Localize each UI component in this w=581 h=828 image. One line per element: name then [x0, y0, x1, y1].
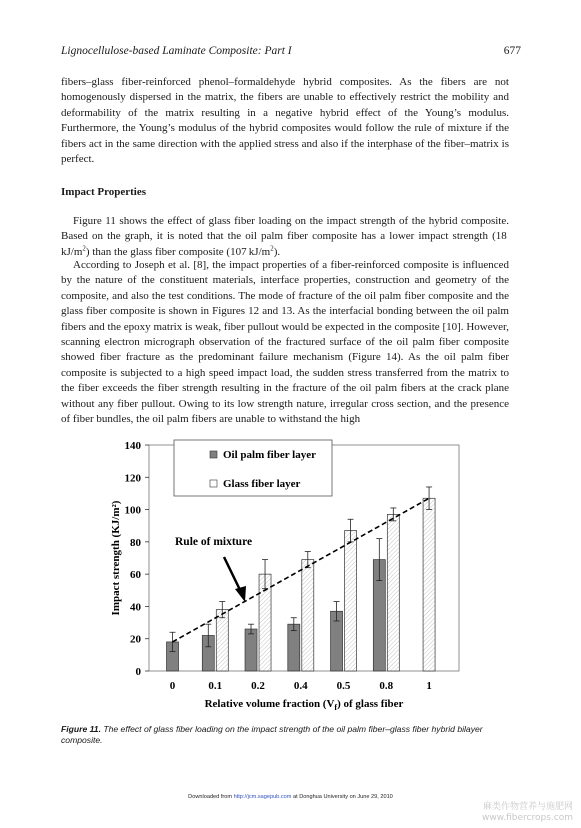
- x-axis: [170, 680, 432, 692]
- paragraph-2-part-a: Figure 11 shows the effect of glass fiber loading on the impact strength of the hybrid composite. Based on the graph, it is noted that the oil palm fiber composite has a lower impact strength (18 kJ/m: [61, 215, 509, 258]
- paragraph-2-text: [61, 214, 509, 260]
- paragraph-figure-11: [61, 214, 509, 260]
- footer-link[interactable]: http://jcm.sagepub.com: [233, 794, 292, 800]
- y-tick-label: 60: [130, 569, 141, 582]
- x-axis-title-part-a: Relative volume fraction (V: [204, 698, 335, 710]
- bars: [167, 498, 436, 671]
- bar-oil-palm: [245, 629, 257, 671]
- bar-glass: [216, 610, 228, 671]
- download-footer: [0, 794, 581, 800]
- annotation-arrow: [224, 557, 246, 602]
- legend-label-glass: Glass fiber layer: [223, 478, 301, 490]
- page-number: 677: [503, 45, 521, 57]
- bar-glass: [423, 498, 435, 671]
- superscript-1: 2: [82, 244, 86, 253]
- y-tick-label: 40: [130, 601, 141, 614]
- x-axis-title-part-b: ) of glass fiber: [337, 698, 404, 710]
- y-tick-label: 120: [124, 472, 141, 485]
- paragraph-1-text: fibers–glass fiber-reinforced phenol–formaldehyde hybrid composites. As the fibers are not homogenously dispersed in the matrix, the fibers are unable to effectively restrict the mobility and deformability of the matrix resulting in a negative hybrid effect of the Young’s modulus. Furthermore, the Young’s modulus of the hybrid composites would follow the rule of mixture if the fibers act in the same direction with the applied stress and also if the interphase of the fiber–matrix is perfect.: [61, 76, 509, 166]
- x-tick-label: 0.1: [208, 680, 223, 692]
- watermark-line-2: www.fibercrops.com: [482, 813, 573, 823]
- watermark-line-1: 麻类作物营养与施肥网: [482, 802, 573, 812]
- caption-label: Figure 11.: [61, 724, 101, 734]
- x-tick-label: 1: [426, 680, 432, 692]
- legend-swatch-oil-palm: [210, 451, 217, 458]
- footer-prefix: Downloaded from: [188, 794, 234, 800]
- x-tick-label: 0.8: [379, 680, 394, 692]
- y-tick-label: 140: [124, 440, 141, 452]
- paragraph-2-part-b: ) than the glass fiber composite (107 kJ/m: [85, 245, 271, 258]
- legend-swatch-glass: [210, 480, 217, 487]
- y-tick-label: 0: [135, 666, 141, 678]
- y-tick-label: 100: [124, 504, 141, 517]
- footer-suffix: at Donghua University on June 29, 2010: [291, 794, 393, 800]
- figure-11: [103, 436, 473, 714]
- page-header: [61, 45, 521, 61]
- legend-label-oil-palm: Oil palm fiber layer: [223, 449, 316, 461]
- watermark: [433, 802, 573, 824]
- x-tick-label: 0.5: [336, 680, 351, 692]
- x-axis-title-subscript: f: [334, 703, 338, 712]
- legend: [174, 440, 332, 496]
- figure-caption: [61, 724, 513, 746]
- y-tick-label: 20: [130, 633, 141, 646]
- rule-of-mixture-label: Rule of mixture: [175, 536, 253, 548]
- paragraph-3-text: According to Joseph et al. [8], the impact properties of a fiber-reinforced composite is influenced by the nature of the constituent materials, interface properties, construction and geometry of the composite, and also the test conditions. The mode of fracture of the oil palm fiber composite and the glass fiber composite is shown in Figures 12 and 13. As the interfacial bonding between the oil palm fibers and the epoxy matrix is weak, fiber pullout would be expected in the composite [10]. However, scanning electron micrograph observation of the fractured surface of the oil palm fiber composite showed fiber fracture as the predominant failure mechanism (Figure 14). As the oil palm fiber composite is subjected to a high speed impact load, the sudden stress transferred from the matrix to the fiber exceeds the fiber strength resulting in the fracture of the oil palm fibers at the crack plane without any fiber pullout. Owing to its low strength nature, irregular cross section, and the presence of fiber bundles, the oil palm fibers are unable to withstand the high: [61, 259, 509, 426]
- x-tick-label: 0: [169, 680, 176, 692]
- bar-glass: [387, 514, 399, 671]
- bar-glass: [345, 531, 357, 671]
- superscript-2: 2: [270, 244, 274, 253]
- section-heading: Impact Properties: [61, 186, 147, 198]
- y-axis: [125, 440, 150, 678]
- paragraph-continued: [61, 75, 509, 167]
- paragraph-joseph: [61, 258, 509, 427]
- x-tick-label: 0.2: [251, 680, 265, 692]
- caption-text: The effect of glass fiber loading on the impact strength of the oil palm fiber–glass fiber hybrid bilayer composite.: [61, 724, 483, 745]
- impact-strength-chart: [103, 436, 473, 714]
- running-title: Lignocellulose-based Laminate Composite: Part I: [61, 45, 292, 57]
- paragraph-2-part-c: ).: [273, 245, 281, 258]
- y-axis-title: Impact strength (KJ/m²): [110, 500, 122, 616]
- x-tick-label: 0.4: [293, 680, 308, 692]
- bar-oil-palm: [288, 624, 300, 671]
- x-axis-title: [205, 698, 404, 712]
- bar-glass: [302, 560, 314, 671]
- y-tick-label: 80: [130, 536, 141, 549]
